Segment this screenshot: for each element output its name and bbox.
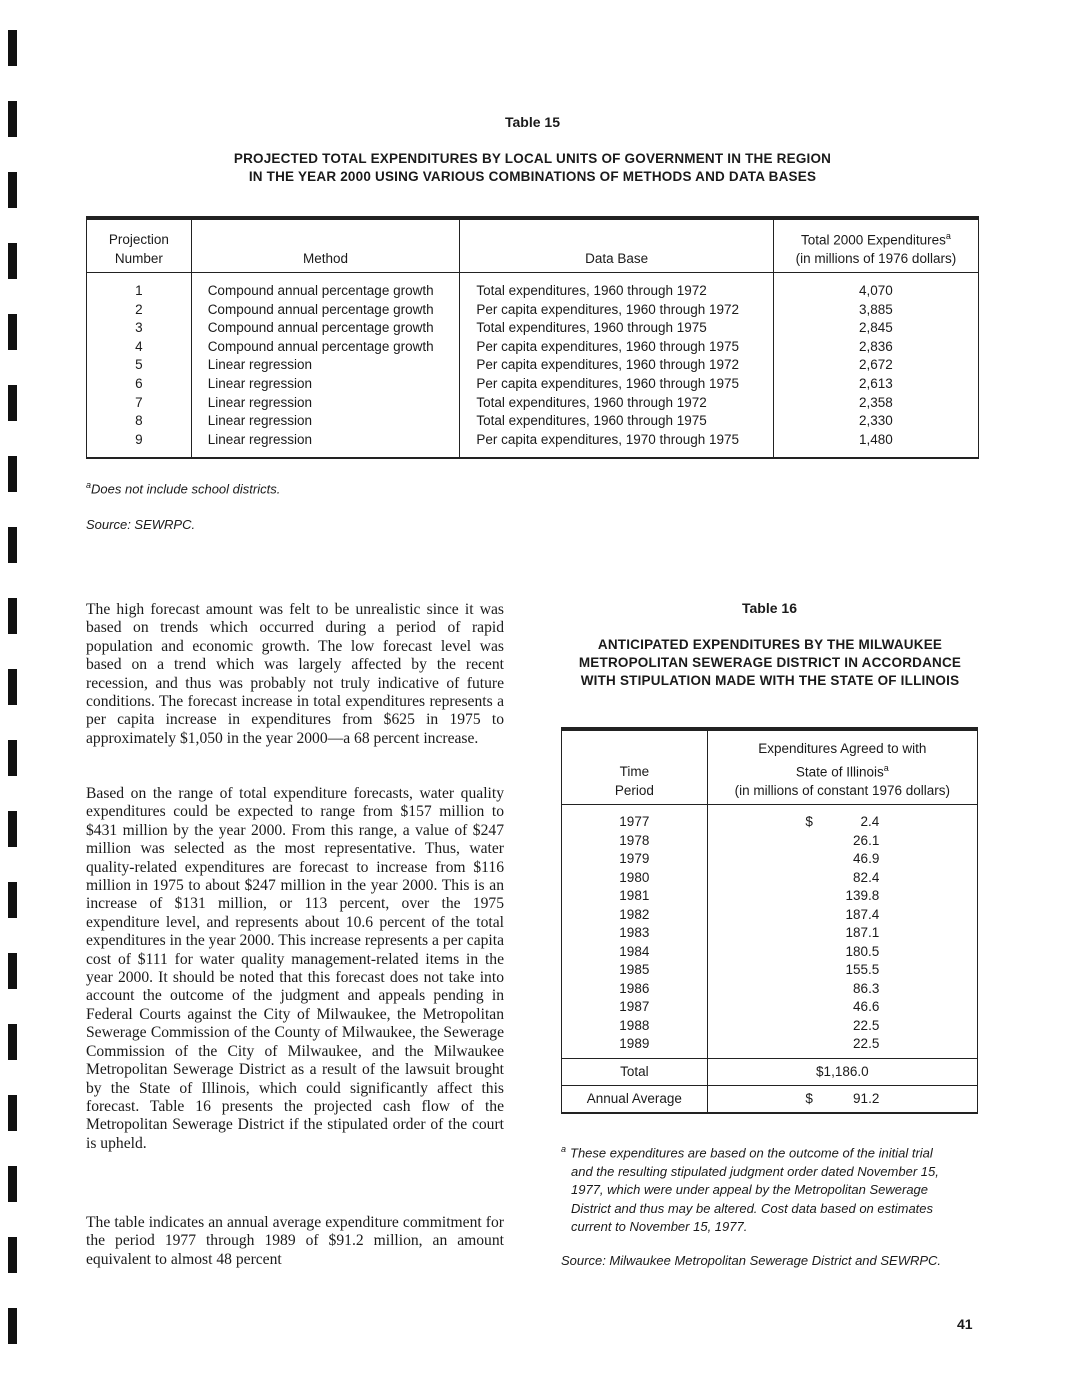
- table-row: [562, 943, 978, 962]
- currency-symbol: [805, 924, 817, 943]
- table-row: [87, 412, 979, 431]
- expenditure-amount: 26.1: [853, 832, 880, 848]
- total-cell: 2,845: [773, 319, 978, 338]
- period-cell: 1978: [562, 832, 708, 851]
- average-row: [562, 1085, 978, 1113]
- table15-source: Source: SEWRPC.: [86, 517, 196, 532]
- table-row: [562, 906, 978, 925]
- expenditure-cell: [707, 1035, 977, 1058]
- method-cell: Linear regression: [191, 412, 460, 431]
- currency-symbol: [805, 832, 817, 851]
- expenditure-cell: [707, 943, 977, 962]
- expenditure-amount: 82.4: [853, 869, 880, 885]
- table15-title-line: PROJECTED TOTAL EXPENDITURES BY LOCAL UNITS OF GOVERNMENT IN THE REGION: [233, 151, 832, 166]
- data-base-cell: Per capita expenditures, 1960 through 1972: [460, 301, 773, 320]
- header-text: State of Illinois$^a$: [795, 762, 889, 779]
- period-cell: 1986: [562, 980, 708, 999]
- data-base-cell: Total expenditures, 1960 through 1975: [460, 319, 773, 338]
- currency-symbol: [805, 1017, 817, 1036]
- table16-body: [562, 805, 978, 1059]
- table-row: [562, 998, 978, 1017]
- body-paragraph-1: The high forecast amount was felt to be unrealistic since it was based on trends which occurred during a period of rapid population and economic growth. The low forecast level was based on a trend which was largely affected by the recent recession, and thus was probably not truly indicative of future conditions. The forecast increase in total expenditures represents a per capita increase in expenditures from $625 in 1975 to approximately $1,050 in the year 2000—a 68 percent increase.: [86, 601, 504, 747]
- currency-symbol: [805, 998, 817, 1017]
- table-row: [87, 394, 979, 413]
- expenditure-amount: 22.5: [853, 1036, 880, 1051]
- projection-number-cell: 8: [87, 412, 192, 431]
- expenditure-amount: 155.5: [845, 962, 880, 977]
- projection-number-cell: 5: [87, 356, 192, 375]
- footnote-marker: a: [561, 1144, 567, 1154]
- table-row: [87, 431, 979, 459]
- total-cell: 2,613: [773, 375, 978, 394]
- binder-mark: [8, 1024, 17, 1060]
- table-row: [562, 869, 978, 888]
- projection-number-cell: 1: [87, 273, 192, 301]
- footnote-line: current to November 15, 1977.: [571, 1219, 748, 1235]
- expenditure-amount: 2.4: [860, 814, 880, 829]
- header-method: Method: [191, 218, 460, 273]
- currency-symbol: [805, 887, 817, 906]
- footnote-line: 1977, which were under appeal by the Metropolitan Sewerage: [571, 1182, 929, 1198]
- header-time-period: [562, 729, 708, 805]
- method-cell: Compound annual percentage growth: [191, 301, 460, 320]
- data-base-cell: Per capita expenditures, 1970 through 1975: [460, 431, 773, 459]
- table-row: [562, 805, 978, 832]
- data-base-cell: Total expenditures, 1960 through 1972: [460, 273, 773, 301]
- table15-header-row: [87, 218, 979, 273]
- header-data-base: Data Base: [460, 218, 773, 273]
- table-row: [87, 273, 979, 301]
- currency-symbol: [805, 961, 817, 980]
- table-row: [562, 961, 978, 980]
- footnote-marker: a: [86, 480, 92, 490]
- expenditure-amount: 187.1: [845, 925, 880, 940]
- footnote-text: Does not include school districts.: [91, 481, 281, 497]
- expenditure-cell: [707, 998, 977, 1017]
- footnote-line: $^a$ These expenditures are based on the outcome of the initial trial: [561, 1144, 933, 1161]
- expenditure-cell: [707, 887, 977, 906]
- period-cell: 1983: [562, 924, 708, 943]
- expenditure-cell: [707, 850, 977, 869]
- expenditure-cell: [707, 832, 977, 851]
- projection-number-cell: 4: [87, 338, 192, 357]
- expenditure-cell: [707, 1017, 977, 1036]
- average-value: 91.2: [853, 1090, 880, 1106]
- table-row: [562, 1035, 978, 1058]
- period-cell: 1987: [562, 998, 708, 1017]
- period-cell: 1977: [562, 805, 708, 832]
- method-cell: Linear regression: [191, 394, 460, 413]
- binder-mark: [8, 811, 17, 847]
- header-text: Time: [619, 764, 650, 779]
- period-cell: 1984: [562, 943, 708, 962]
- table16-header-row: [562, 729, 978, 805]
- table-row: [87, 375, 979, 394]
- period-cell: 1985: [562, 961, 708, 980]
- header-projection-number: [87, 218, 192, 273]
- table16-title-line: METROPOLITAN SEWERAGE DISTRICT IN ACCORDANCE: [578, 655, 962, 670]
- table15: [86, 216, 979, 459]
- data-base-cell: Total expenditures, 1960 through 1975: [460, 412, 773, 431]
- binder-mark: [8, 101, 17, 137]
- currency-symbol: $: [805, 814, 813, 829]
- total-cell: 2,836: [773, 338, 978, 357]
- expenditure-amount: 139.8: [845, 888, 880, 903]
- table15-label: Table 15: [505, 114, 560, 130]
- currency-symbol: [805, 943, 817, 962]
- table16-title-line: WITH STIPULATION MADE WITH THE STATE OF ILLINOIS: [580, 673, 960, 688]
- table-row: [562, 924, 978, 943]
- footnote-marker: a: [883, 762, 889, 773]
- binder-mark: [8, 1308, 17, 1344]
- period-cell: 1980: [562, 869, 708, 888]
- binder-mark: [8, 314, 17, 350]
- data-base-cell: Per capita expenditures, 1960 through 1975: [460, 375, 773, 394]
- header-text: Projection: [108, 232, 169, 247]
- body-paragraph-3: The table indicates an annual average expenditure commitment for the period 1977 through 1989 of $91.2 million, an amount equivalent to almost 48 percent: [86, 1214, 504, 1268]
- footnote-line: District and thus may be altered. Cost data based on estimates: [571, 1200, 934, 1216]
- binder-mark: [8, 953, 17, 989]
- data-base-cell: Total expenditures, 1960 through 1972: [460, 394, 773, 413]
- table15-footnote: [86, 480, 280, 496]
- currency-symbol: $: [805, 1090, 813, 1106]
- expenditure-amount: 22.5: [853, 1017, 880, 1033]
- total-cell: 2,358: [773, 394, 978, 413]
- data-base-cell: Per capita expenditures, 1960 through 1975: [460, 338, 773, 357]
- method-cell: Linear regression: [191, 375, 460, 394]
- period-cell: 1989: [562, 1035, 708, 1058]
- currency-symbol: [805, 850, 817, 869]
- currency-symbol: [805, 869, 817, 888]
- expenditure-cell: [707, 961, 977, 980]
- table-row: [562, 980, 978, 999]
- total-cell: 1,480: [773, 431, 978, 459]
- table15-title: [86, 150, 979, 186]
- table16: [561, 727, 978, 1114]
- binder-mark: [8, 740, 17, 776]
- period-cell: 1988: [562, 1017, 708, 1036]
- table-row: [87, 301, 979, 320]
- projection-number-cell: 7: [87, 394, 192, 413]
- footnote-line: and the resulting stipulated judgment order dated November 15,: [571, 1163, 939, 1179]
- expenditure-cell: [707, 805, 977, 832]
- table16-footnote: [561, 1140, 939, 1237]
- expenditure-cell: [707, 980, 977, 999]
- binder-mark: [8, 1166, 17, 1202]
- expenditure-amount: 46.6: [853, 999, 880, 1014]
- total-cell: 3,885: [773, 301, 978, 320]
- table-row: [562, 1017, 978, 1036]
- expenditure-amount: 180.5: [845, 943, 880, 959]
- binder-mark: [8, 527, 17, 563]
- projection-number-cell: 2: [87, 301, 192, 320]
- table16-label: Table 16: [742, 600, 797, 616]
- table16-source: Source: Milwaukee Metropolitan Sewerage District and SEWRPC.: [561, 1253, 942, 1268]
- method-cell: Linear regression: [191, 356, 460, 375]
- total-cell: 2,672: [773, 356, 978, 375]
- period-cell: 1979: [562, 850, 708, 869]
- expenditure-cell: [707, 869, 977, 888]
- binder-mark: [8, 1237, 17, 1273]
- header-text: Expenditures Agreed to with: [758, 741, 927, 756]
- currency-symbol: [805, 1035, 817, 1054]
- binder-mark: [8, 669, 17, 705]
- header-text: Period: [614, 782, 654, 798]
- header-text: (in millions of 1976 dollars): [795, 250, 957, 266]
- page-number: 41: [957, 1316, 973, 1332]
- table-row: [562, 850, 978, 869]
- period-cell: 1982: [562, 906, 708, 925]
- currency-symbol: [805, 980, 817, 999]
- table15-title-line: IN THE YEAR 2000 USING VARIOUS COMBINATIONS OF METHODS AND DATA BASES: [248, 169, 817, 184]
- data-base-cell: Per capita expenditures, 1960 through 1972: [460, 356, 773, 375]
- total-label: Total: [562, 1058, 708, 1085]
- period-cell: 1981: [562, 887, 708, 906]
- total-row: [562, 1058, 978, 1085]
- binder-mark: [8, 598, 17, 634]
- currency-symbol: [805, 906, 817, 925]
- method-cell: Linear regression: [191, 431, 460, 459]
- expenditure-cell: [707, 906, 977, 925]
- projection-number-cell: 3: [87, 319, 192, 338]
- binder-mark: [8, 385, 17, 421]
- method-cell: Compound annual percentage growth: [191, 319, 460, 338]
- binder-mark: [8, 30, 17, 66]
- header-total-expenditures: [773, 218, 978, 273]
- expenditure-amount: 86.3: [853, 980, 880, 996]
- expenditure-cell: [707, 924, 977, 943]
- table15-body: [87, 273, 979, 459]
- binder-mark: [8, 1095, 17, 1131]
- body-paragraph-2: Based on the range of total expenditure forecasts, water quality expenditures could be expected to range from $157 million to $431 million by the year 2000. From this range, a value of $247 million was selected as the most representative. Thus, water quality-related expenditures are forecast to increase from $116 million in 1975 to about $247 million in the year 2000. This is an increase of $131 million, or 113 percent, over the 1975 expenditure level, and represents about 10.6 percent of the total expenditures in the year 2000. This increase represents a per capita cost of $111 for water quality management-related items in the year 2000. It should be noted that this forecast does not take into account the outcome of the judgment and appeals pending in Federal Courts against the City of Milwaukee, the Metropolitan Sewerage Commission of the County of Milwaukee, the Sewerage Commission of the City of Milwaukee, and the Milwaukee Metropolitan Sewerage District as a result of the lawsuit brought by the State of Illinois, which could significantly affect this forecast. Table 16 presents the projected cash flow of the Metropolitan Sewerage District if the stipulated order of the court is upheld.: [86, 785, 504, 1152]
- table16-title-line: ANTICIPATED EXPENDITURES BY THE MILWAUKEE: [597, 637, 943, 652]
- total-cell: 4,070: [773, 273, 978, 301]
- table-row: [87, 338, 979, 357]
- table16-title: [545, 636, 995, 690]
- expenditure-amount: 46.9: [853, 851, 880, 866]
- projection-number-cell: 6: [87, 375, 192, 394]
- projection-number-cell: 9: [87, 431, 192, 459]
- method-cell: Compound annual percentage growth: [191, 338, 460, 357]
- average-label: Annual Average: [562, 1085, 708, 1113]
- binder-mark: [8, 243, 17, 279]
- method-cell: Compound annual percentage growth: [191, 273, 460, 301]
- binder-mark: [8, 172, 17, 208]
- total-value: $1,186.0: [707, 1058, 977, 1085]
- table-row: [562, 832, 978, 851]
- header-text: (in millions of constant 1976 dollars): [734, 782, 950, 798]
- expenditure-amount: 187.4: [845, 906, 880, 922]
- table-row: [87, 356, 979, 375]
- binder-mark: [8, 456, 17, 492]
- binder-mark: [8, 882, 17, 918]
- header-text: Number: [114, 250, 163, 266]
- header-expenditures: [707, 729, 977, 805]
- total-cell: 2,330: [773, 412, 978, 431]
- average-value-cell: [707, 1085, 977, 1113]
- table16-totals: [562, 1058, 978, 1113]
- table-row: [87, 319, 979, 338]
- header-text: Total 2000 Expenditures$^a$: [800, 230, 951, 247]
- table-row: [562, 887, 978, 906]
- footnote-marker: a: [945, 230, 951, 241]
